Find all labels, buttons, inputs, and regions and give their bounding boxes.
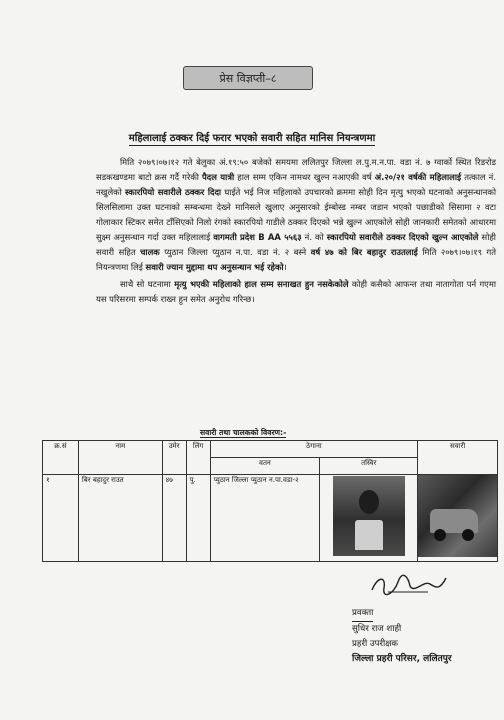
cell-photo bbox=[320, 475, 418, 562]
p1-text: तत्काल नं. नखुलेको bbox=[96, 172, 496, 197]
driver-vehicle-table bbox=[42, 440, 498, 562]
p2-text: साथै सो घटनामा bbox=[120, 279, 175, 289]
p1-text: घाईते भई निज महिलाको उपचारको क्रममा सोही दिन मृत्यु भएको घटनाको अनुसन्धानको सिलसिलामा उक्त घटनाको सम्बन्धमा देख्ने मानिसले खुलाए अनुसारको ईम्बोस्ड नम्बर जडान भएको पछाडीको सिसामा २ वटा गोलाकार स्टिकर समेत टाँसिएको निलो रंगको स्कारपियो गाडीले ठक्कर दिएको भन्ने खुल्न आएकोले सोही जानकारी समेतको आधारमा सुक्ष्म अनुसन्धान गर्दा उक्त महिलालाई bbox=[96, 187, 496, 242]
col-subheader-photo: तस्विर bbox=[320, 458, 418, 475]
signatory-block bbox=[352, 606, 401, 652]
signatory-name: सुधिर राज शाही bbox=[352, 624, 402, 634]
p1-text: मिति २०७९।०७।१९ गते नियन्त्रणमा लिई bbox=[96, 247, 496, 272]
col-header-sn: क्र.सं bbox=[43, 441, 79, 475]
press-release-text: प्रेस विज्ञप्ती–८ bbox=[219, 71, 277, 85]
table-row bbox=[43, 475, 498, 562]
cell-gender: पु. bbox=[186, 475, 210, 562]
p1-bold: सवारी ज्यान मुद्दामा थप अनुसन्धान भई रहेको bbox=[145, 262, 284, 272]
col-header-gender: लिंग bbox=[186, 441, 210, 475]
p1-text: मिति २०७९।०७।१२ गते बेलुका अं.१९:५० बजेको समयमा ललितपुर जिल्ला ल.पु.म.न.पा. वडा नं. ७ ग्वार्को स्थित रिङरोड सडकखण्डमा बाटो क्रस गर्दै गरेकी bbox=[96, 157, 496, 182]
cell-sn: १ bbox=[43, 475, 79, 562]
p1-text: हाल सम्म एकिन नामथर खुल्न नआएकी वर्ष bbox=[234, 172, 375, 182]
p1-bold: पैदल यात्री bbox=[202, 172, 235, 182]
p2-text: कोही कसैको आफन्त तथा नातागोता पर्न गएमा यस परिसरमा सम्पर्क राख्न हुन समेत अनुरोध गरिन्छ। bbox=[96, 279, 496, 304]
photo-head-shape bbox=[359, 490, 379, 514]
col-header-name: नाम bbox=[78, 441, 162, 475]
signatory-rank: प्रहरी उपरीक्षक bbox=[352, 639, 399, 649]
paragraph-1 bbox=[96, 155, 496, 275]
p2-bold: मृत्यु भएकी महिलाको हाल सम्म सनाखत हुन नसकेकोले bbox=[174, 279, 349, 289]
p1-bold: चालक bbox=[140, 247, 160, 257]
p1-text: । bbox=[283, 262, 287, 272]
cell-vehicle bbox=[418, 475, 498, 562]
driver-photo bbox=[333, 476, 405, 556]
headline bbox=[0, 130, 504, 144]
p1-text: सोही सवारी सहित bbox=[96, 232, 496, 257]
paragraph-2 bbox=[96, 277, 496, 307]
vehicle-number: वागमती प्रदेश B AA ५५६३ bbox=[213, 232, 302, 242]
cell-name: बिर बहादुर राउत bbox=[78, 475, 162, 562]
col-header-address: ठेगाना bbox=[210, 441, 418, 458]
p1-bold: अं.२०/२१ वर्षकी महिलालाई bbox=[374, 172, 462, 182]
col-subheader-address: वतन bbox=[210, 458, 320, 475]
photo-body-shape bbox=[355, 520, 383, 550]
office-name: जिल्ला प्रहरी परिसर, ललितपुर bbox=[352, 654, 452, 664]
table-title bbox=[200, 428, 286, 438]
p1-bold: वर्ष ४७ को बिर बहादुर राउतलाई bbox=[310, 247, 418, 257]
col-header-vehicle: सवारी bbox=[418, 441, 498, 475]
headline-text: महिलालाई ठक्कर दिई फरार भएको सवारी सहित मानिस नियन्त्रणमा bbox=[128, 133, 376, 144]
p1-bold: स्कारपियो सवारीले ठक्कर दिदा bbox=[125, 187, 222, 197]
signature-image bbox=[368, 572, 448, 598]
table-title-text: सवारी तथा चालकको विवरण:- bbox=[200, 428, 287, 437]
p1-bold: स्कारपियो सवारीले ठक्कर दिएको खुल्न आएकोले bbox=[326, 232, 479, 242]
col-header-age: उमेर bbox=[162, 441, 186, 475]
cell-age: ४७ bbox=[162, 475, 186, 562]
vehicle-wheel-shape bbox=[434, 529, 446, 541]
table-header-row bbox=[43, 441, 498, 458]
p1-text: प्युठान जिल्ला प्युठान न.पा. वडा नं. २ बस्ने bbox=[159, 247, 311, 257]
p1-text: नं. को bbox=[301, 232, 327, 242]
press-release-label bbox=[183, 66, 313, 90]
vehicle-wheel-shape bbox=[462, 529, 474, 541]
cell-address: प्युठान जिल्ला प्युठान न.पा.वडा-२ bbox=[210, 475, 320, 562]
vehicle-photo bbox=[418, 475, 497, 557]
body-text bbox=[96, 155, 496, 309]
signatory-designation: प्रवक्ता bbox=[352, 606, 373, 622]
